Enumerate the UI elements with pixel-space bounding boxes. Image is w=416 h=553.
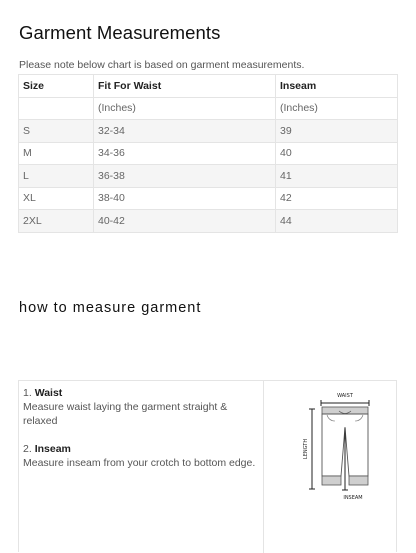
units-row bbox=[19, 97, 398, 120]
waist-cell: 40-42 bbox=[94, 210, 276, 233]
pants-waistband bbox=[322, 407, 368, 414]
item-number: 2. bbox=[23, 443, 32, 455]
inseam-cell: 44 bbox=[276, 210, 398, 233]
size-cell: L bbox=[19, 165, 94, 188]
inseam-cell: 39 bbox=[276, 120, 398, 143]
how-to-measure-heading: how to measure garment bbox=[19, 300, 202, 316]
size-cell: M bbox=[19, 142, 94, 165]
page-title: Garment Measurements bbox=[19, 22, 221, 43]
inseam-cell: 41 bbox=[276, 165, 398, 188]
size-cell: XL bbox=[19, 187, 94, 210]
header-inseam: Inseam bbox=[276, 75, 398, 98]
measure-item-inseam bbox=[23, 442, 261, 470]
size-chart-table bbox=[18, 74, 398, 233]
table-row bbox=[19, 187, 398, 210]
units-cell-waist: (Inches) bbox=[94, 97, 276, 120]
inseam-label: INSEAM bbox=[343, 495, 363, 501]
item-description: Measure inseam from your crotch to bottom edge. bbox=[23, 457, 256, 469]
waist-cell: 36-38 bbox=[94, 165, 276, 188]
table-row bbox=[19, 165, 398, 188]
pants-diagram bbox=[277, 387, 393, 505]
waist-cell: 32-34 bbox=[94, 120, 276, 143]
table-row bbox=[19, 142, 398, 165]
measure-instructions bbox=[23, 386, 261, 484]
measure-guide-box bbox=[18, 380, 397, 552]
size-cell: S bbox=[19, 120, 94, 143]
waist-cell: 34-36 bbox=[94, 142, 276, 165]
left-cuff bbox=[322, 476, 341, 485]
column-divider bbox=[263, 381, 264, 553]
table-row bbox=[19, 120, 398, 143]
measure-item-waist bbox=[23, 386, 261, 428]
table-row bbox=[19, 210, 398, 233]
chart-note: Please note below chart is based on garment measurements. bbox=[19, 59, 305, 71]
item-title: Inseam bbox=[34, 443, 71, 455]
waist-cell: 38-40 bbox=[94, 187, 276, 210]
inseam-cell: 40 bbox=[276, 142, 398, 165]
table-header-row bbox=[19, 75, 398, 98]
waist-label: WAIST bbox=[337, 393, 353, 399]
units-cell-inseam: (Inches) bbox=[276, 97, 398, 120]
item-number: 1. bbox=[23, 387, 32, 399]
size-cell: 2XL bbox=[19, 210, 94, 233]
item-title: Waist bbox=[34, 387, 63, 399]
right-cuff bbox=[349, 476, 368, 485]
length-label: LENGTH bbox=[303, 438, 309, 460]
header-waist: Fit For Waist bbox=[94, 75, 276, 98]
units-cell-size bbox=[19, 97, 94, 120]
inseam-cell: 42 bbox=[276, 187, 398, 210]
header-size: Size bbox=[19, 75, 94, 98]
item-description: Measure waist laying the garment straight & relaxed bbox=[23, 401, 228, 427]
